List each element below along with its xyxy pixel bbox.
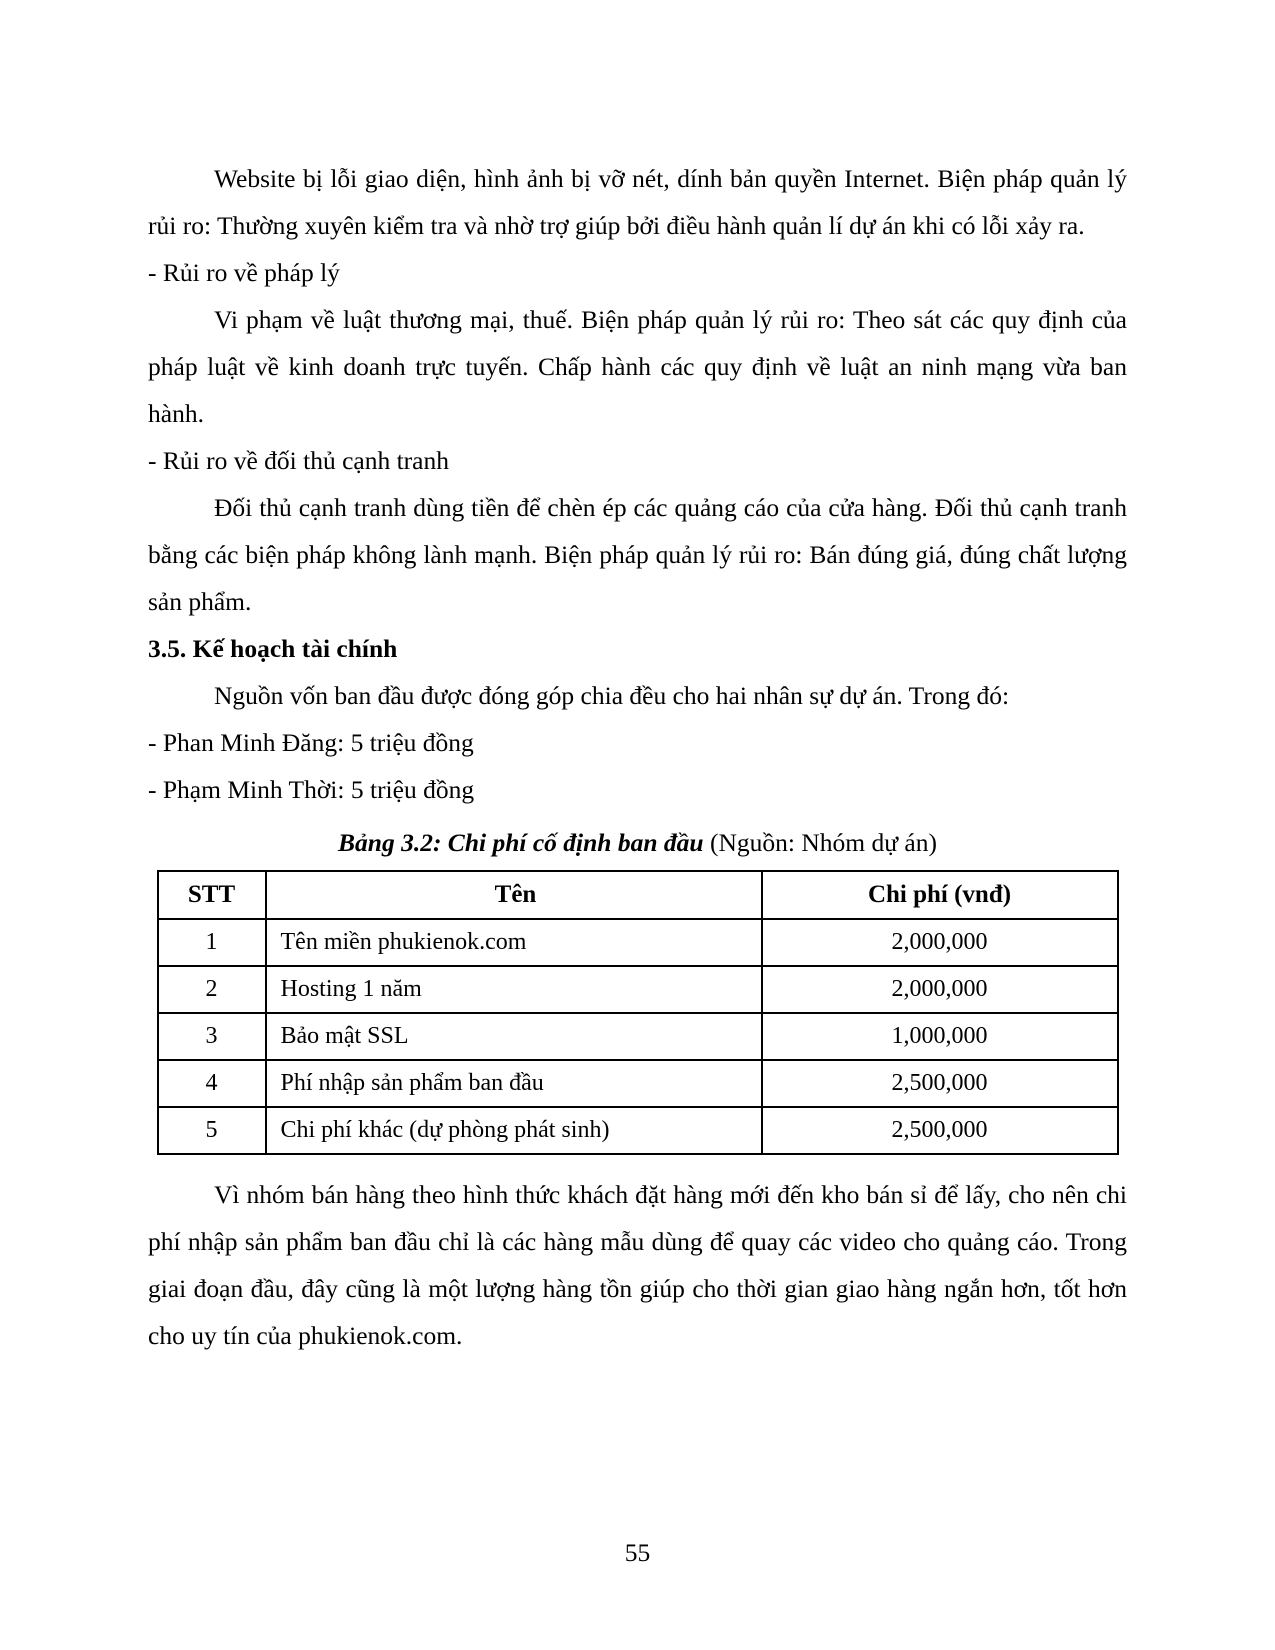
cell-cost: 2,500,000 bbox=[762, 1060, 1118, 1107]
cell-stt: 2 bbox=[158, 966, 266, 1013]
page-number: 55 bbox=[624, 1538, 651, 1567]
cell-cost: 2,000,000 bbox=[762, 966, 1118, 1013]
cell-cost: 2,000,000 bbox=[762, 919, 1118, 966]
table-row bbox=[158, 1013, 1118, 1060]
cell-stt: 3 bbox=[158, 1013, 266, 1060]
cell-name: Phí nhập sản phẩm ban đầu bbox=[266, 1060, 762, 1107]
cell-stt: 1 bbox=[158, 919, 266, 966]
table-header-stt: STT bbox=[158, 871, 266, 919]
paragraph-legal-risk-heading: - Rủi ro về pháp lý bbox=[148, 258, 340, 287]
table-header-row bbox=[158, 871, 1118, 919]
paragraph-competitor-risk-heading: - Rủi ro về đối thủ cạnh tranh bbox=[148, 446, 449, 475]
table-row bbox=[158, 1060, 1118, 1107]
table-header-name: Tên bbox=[266, 871, 762, 919]
paragraph-capital-source: Nguồn vốn ban đầu được đóng góp chia đều cho hai nhân sự dự án. Trong đó: bbox=[214, 681, 1010, 710]
table-caption-source: (Nguồn: Nhóm dự án) bbox=[703, 828, 937, 857]
paragraph-legal-risk: Vi phạm về luật thương mại, thuế. Biện pháp quản lý rủi ro: Theo sát các quy định của pháp luật về kinh doanh trực tuyến. Chấp hành các quy định về luật an ninh mạng vừa ban hành. bbox=[148, 305, 1127, 428]
table-row bbox=[158, 919, 1118, 966]
cell-name: Chi phí khác (dự phòng phát sinh) bbox=[266, 1107, 762, 1154]
paragraph-member-dang: - Phan Minh Đăng: 5 triệu đồng bbox=[148, 728, 474, 757]
cell-name: Tên miền phukienok.com bbox=[266, 919, 762, 966]
paragraph-competitor-risk: Đối thủ cạnh tranh dùng tiền để chèn ép các quảng cáo của cửa hàng. Đối thủ cạnh tranh bằng các biện pháp không lành mạnh. Biện pháp quản lý rủi ro: Bán đúng giá, đúng chất lượng sản phẩm. bbox=[148, 493, 1127, 616]
table-row bbox=[158, 966, 1118, 1013]
table-caption bbox=[148, 819, 1127, 866]
paragraph-member-thoi: - Phạm Minh Thời: 5 triệu đồng bbox=[148, 775, 475, 804]
cell-name: Hosting 1 năm bbox=[266, 966, 762, 1013]
table-row bbox=[158, 1107, 1118, 1154]
fixed-cost-table bbox=[157, 870, 1119, 1155]
cell-cost: 1,000,000 bbox=[762, 1013, 1118, 1060]
section-heading-financial-plan: 3.5. Kế hoạch tài chính bbox=[148, 634, 398, 663]
cell-stt: 4 bbox=[158, 1060, 266, 1107]
cell-name: Bảo mật SSL bbox=[266, 1013, 762, 1060]
table-header-cost: Chi phí (vnđ) bbox=[762, 871, 1118, 919]
paragraph-website-risk: Website bị lỗi giao diện, hình ảnh bị vỡ nét, dính bản quyền Internet. Biện pháp quản lý rủi ro: Thường xuyên kiểm tra và nhờ trợ giúp bởi điều hành quản lí dự án khi có lỗi xảy ra. bbox=[148, 164, 1127, 240]
cell-cost: 2,500,000 bbox=[762, 1107, 1118, 1154]
table-caption-title: Bảng 3.2: Chi phí cố định ban đầu bbox=[338, 828, 704, 857]
paragraph-after-table: Vì nhóm bán hàng theo hình thức khách đặt hàng mới đến kho bán sỉ để lấy, cho nên chi phí nhập sản phẩm ban đầu chỉ là các hàng mẫu dùng để quay các video cho quảng cáo. Trong giai đoạn đầu, đây cũng là một lượng hàng tồn giúp cho thời gian giao hàng ngắn hơn, tốt hơn cho uy tín của phukienok.com. bbox=[148, 1180, 1127, 1350]
cell-stt: 5 bbox=[158, 1107, 266, 1154]
